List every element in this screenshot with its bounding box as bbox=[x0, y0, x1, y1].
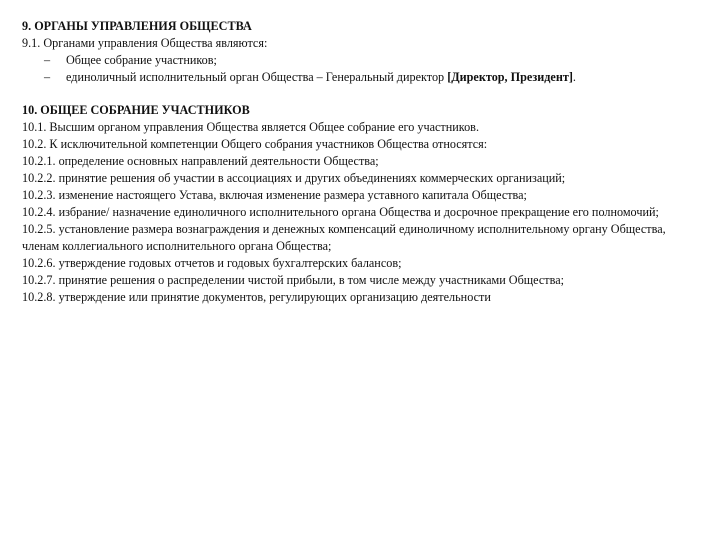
document-body bbox=[22, 18, 702, 306]
clause-10-2-4: 10.2.4. избрание/ назначение единоличного исполнительного органа Общества и досрочное прекращение его полномочий; bbox=[22, 205, 659, 219]
bullet-text: единоличный исполнительный орган Общества – Генеральный директор bbox=[66, 70, 448, 84]
bullet-dash: – bbox=[44, 70, 51, 84]
clause-10-1: 10.1. Высшим органом управления Общества является Общее собрание его участников. bbox=[22, 120, 479, 134]
section-9-intro: 9.1. Органами управления Общества являются: bbox=[22, 36, 268, 50]
section-10-title: 10. ОБЩЕЕ СОБРАНИЕ УЧАСТНИКОВ bbox=[22, 103, 250, 117]
section-9-bullet-list bbox=[22, 52, 702, 86]
bullet-item bbox=[22, 52, 702, 69]
section-9-title: 9. ОРГАНЫ УПРАВЛЕНИЯ ОБЩЕСТВА bbox=[22, 19, 252, 33]
clause-10-2-3: 10.2.3. изменение настоящего Устава, включая изменение размера уставного капитала Общества; bbox=[22, 188, 527, 202]
clause-10-2-8: 10.2.8. утверждение или принятие документов, регулирующих организацию деятельности bbox=[22, 290, 491, 304]
bullet-text: Общее собрание участников; bbox=[66, 53, 217, 67]
clause-10-2-2: 10.2.2. принятие решения об участии в ассоциациях и других объединениях коммерческих организаций; bbox=[22, 171, 566, 185]
section-gap bbox=[22, 86, 702, 102]
bullet-bold-text: [Директор, Президент] bbox=[447, 70, 573, 84]
clause-10-2-7: 10.2.7. принятие решения о распределении чистой прибыли, в том числе между участниками Общества; bbox=[22, 273, 565, 287]
clause-10-2-6: 10.2.6. утверждение годовых отчетов и годовых бухгалтерских балансов; bbox=[22, 256, 402, 270]
clause-10-2: 10.2. К исключительной компетенции Общего собрания участников Общества относятся: bbox=[22, 137, 488, 151]
clause-10-2-1: 10.2.1. определение основных направлений деятельности Общества; bbox=[22, 154, 379, 168]
clause-10-2-5: 10.2.5. установление размера вознаграждения и денежных компенсаций единоличному исполнительному органу Общества, членам коллегиального исполнительного органа Общества; bbox=[22, 222, 666, 253]
bullet-dash: – bbox=[44, 53, 51, 67]
bullet-item bbox=[22, 69, 702, 86]
bullet-tail-text: . bbox=[572, 70, 576, 84]
